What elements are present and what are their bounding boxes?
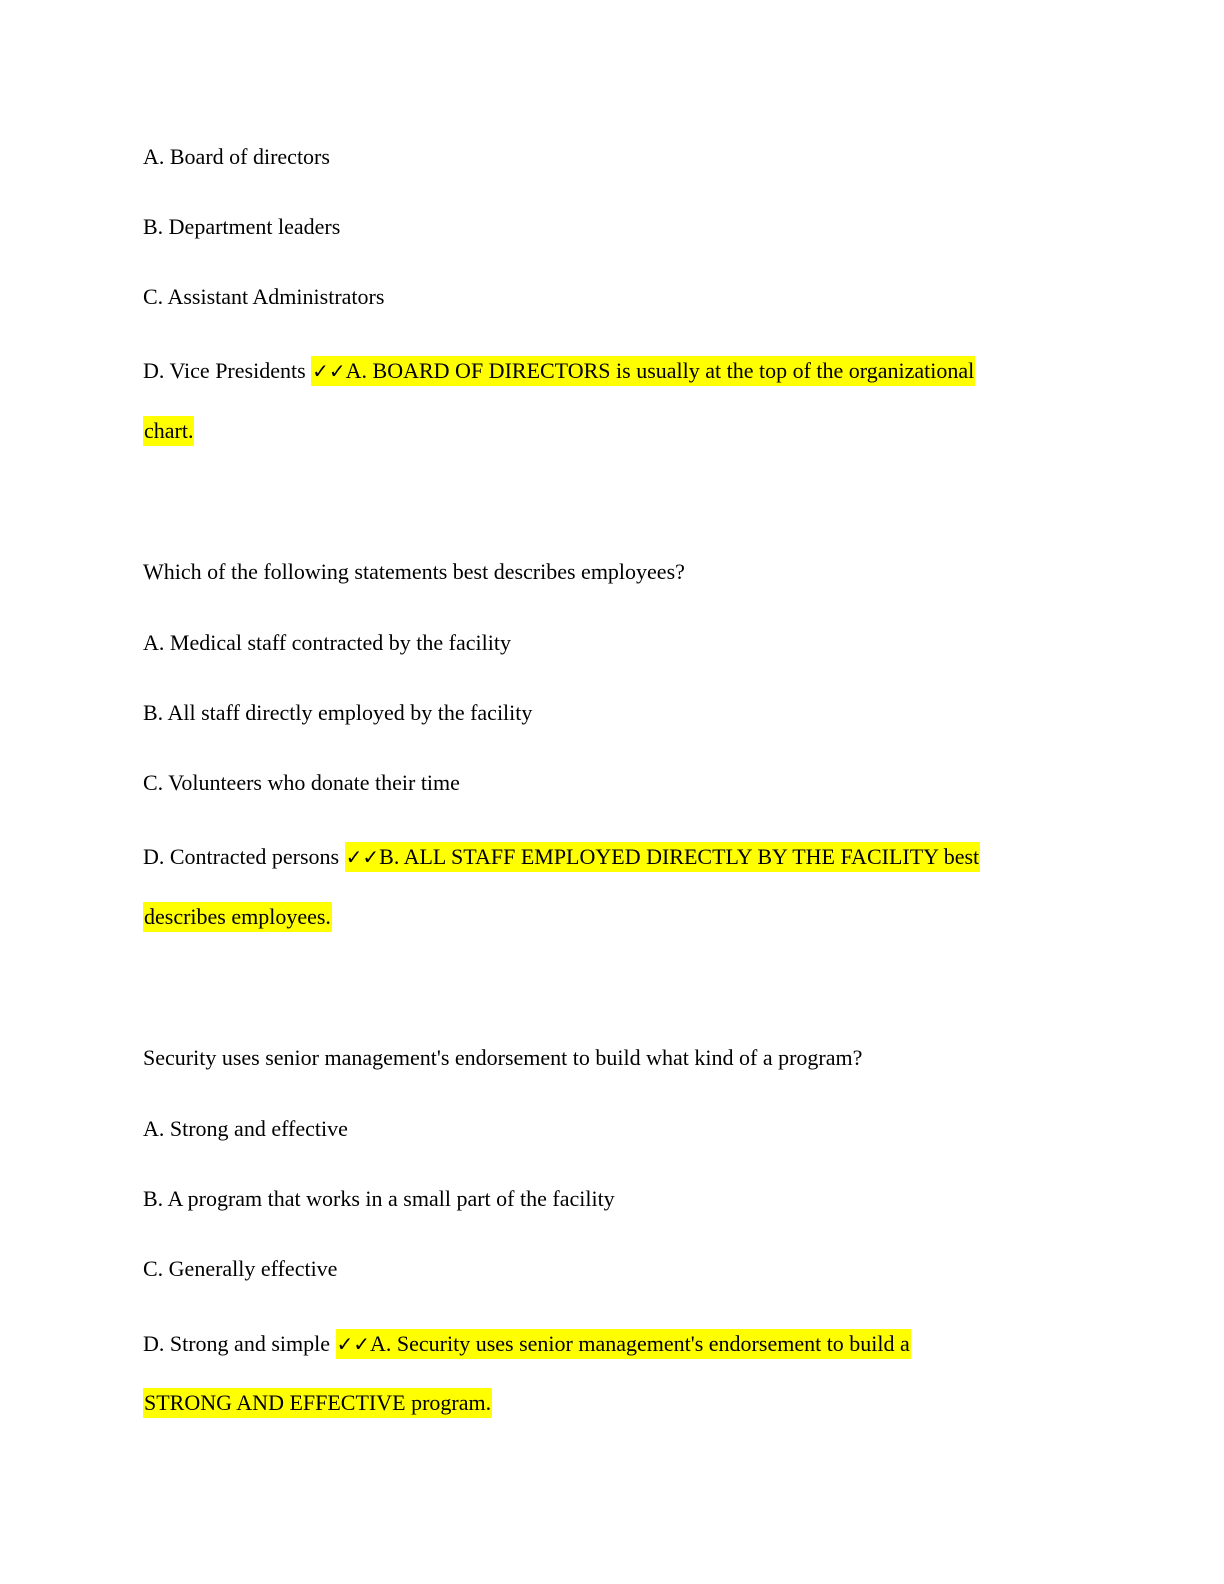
q3-stem: Security uses senior management's endorsement to build what kind of a program? — [143, 1045, 863, 1070]
q3-option-d-line — [143, 1329, 911, 1359]
check-mark-icon: ✓✓ — [312, 359, 346, 383]
q2-answer-text: B. ALL STAFF EMPLOYED DIRECTLY BY THE FACILITY best — [379, 844, 980, 869]
q2-answer-continuation: describes employees. — [143, 902, 332, 932]
q1-option-d: D. Vice Presidents — [143, 358, 306, 383]
q2-stem: Which of the following statements best describes employees? — [143, 559, 685, 584]
q3-answer-continuation: STRONG AND EFFECTIVE program. — [143, 1388, 492, 1418]
q2-option-a: A. Medical staff contracted by the facility — [143, 630, 511, 655]
q2-answer-highlight — [345, 842, 981, 872]
q1-option-a: A. Board of directors — [143, 144, 330, 169]
q2-option-d: D. Contracted persons — [143, 844, 340, 869]
q1-answer-continuation-line — [143, 416, 194, 446]
q1-answer-highlight — [311, 356, 975, 386]
q3-answer-highlight — [336, 1329, 911, 1359]
q1-option-d-line — [143, 356, 975, 386]
q2-option-c: C. Volunteers who donate their time — [143, 770, 460, 795]
q1-option-c: C. Assistant Administrators — [143, 284, 385, 309]
q3-option-c: C. Generally effective — [143, 1256, 338, 1281]
q2-answer-continuation-line — [143, 902, 332, 932]
q1-option-b: B. Department leaders — [143, 214, 341, 239]
check-mark-icon: ✓✓ — [345, 845, 380, 869]
q3-answer-text: A. Security uses senior management's endorsement to build a — [370, 1331, 910, 1356]
q2-option-d-line — [143, 842, 980, 872]
q2-option-b: B. All staff directly employed by the facility — [143, 700, 533, 725]
q3-answer-continuation-line — [143, 1388, 492, 1418]
q3-option-b: B. A program that works in a small part of the facility — [143, 1186, 615, 1211]
q1-answer-continuation: chart. — [143, 416, 194, 446]
q3-option-d: D. Strong and simple — [143, 1331, 330, 1356]
q3-option-a: A. Strong and effective — [143, 1116, 348, 1141]
q1-answer-text: A. BOARD OF DIRECTORS is usually at the top of the organizational — [345, 358, 975, 383]
check-mark-icon: ✓✓ — [336, 1332, 371, 1356]
